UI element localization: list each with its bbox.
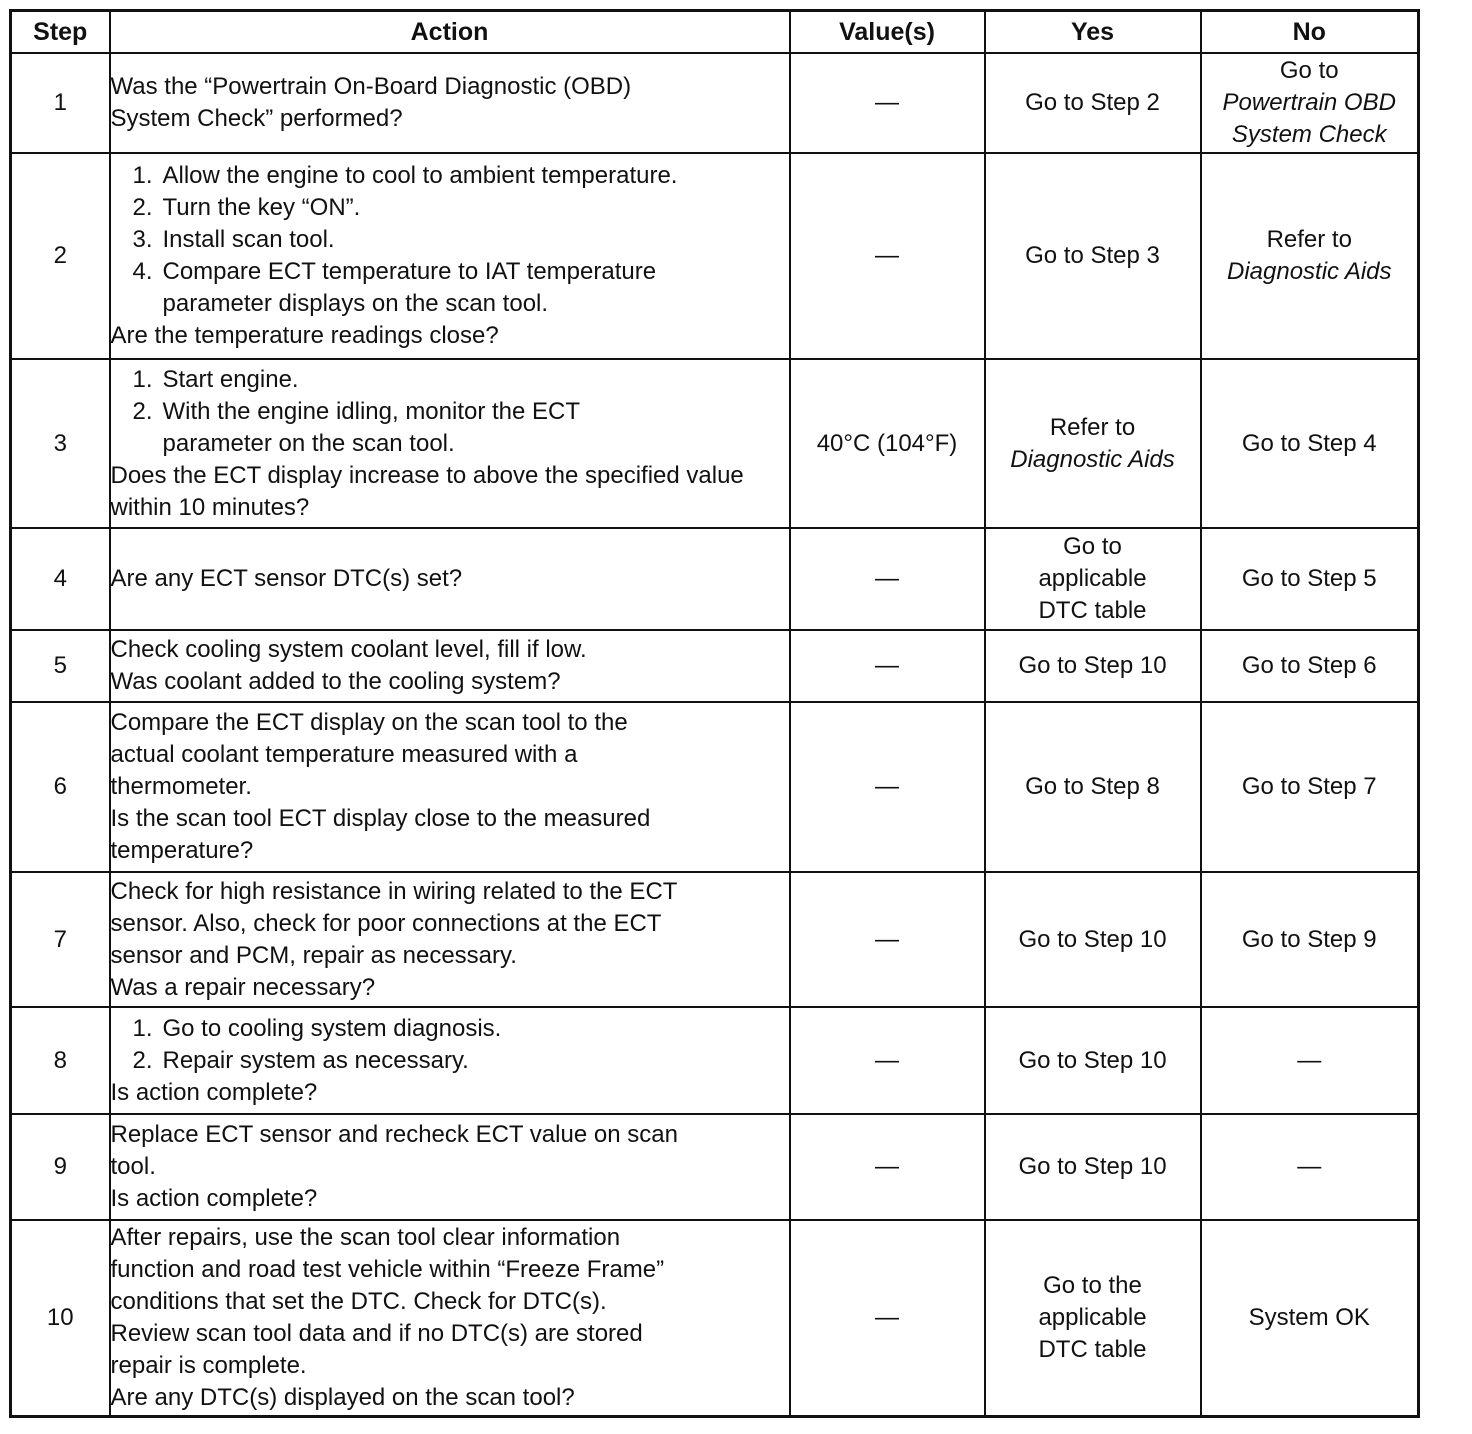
header-yes: Yes: [985, 11, 1201, 54]
no-line: Go to Step 7: [1241, 773, 1377, 800]
action-text-line: tool.: [110, 1153, 156, 1180]
table-row: [11, 53, 1419, 153]
yes-cell: [985, 53, 1201, 153]
action-text-line: function and road test vehicle within “Freeze Frame”: [110, 1255, 665, 1283]
no-cell: [1201, 630, 1419, 702]
step-number: 9: [11, 1114, 110, 1220]
action-text-line: Compare the ECT display on the scan tool to the: [110, 709, 628, 736]
table-row: [11, 1114, 1419, 1220]
action-step-item: [111, 192, 789, 224]
yes-cell: [985, 528, 1201, 630]
action-step-line: Start engine.: [162, 365, 299, 393]
action-cell: [110, 153, 790, 359]
step-number: 1: [11, 53, 110, 153]
action-text-line: temperature?: [110, 837, 254, 864]
action-text-line: After repairs, use the scan tool clear information: [110, 1223, 621, 1251]
action-text-line: Was coolant added to the cooling system?: [110, 668, 561, 695]
no-line: —: [1297, 1046, 1322, 1074]
value-cell: 40°C (104°F): [790, 359, 985, 528]
header-row: [11, 11, 1419, 54]
action-text-line: Review scan tool data and if no DTC(s) are stored: [110, 1319, 643, 1347]
action-step-number: 2.: [132, 194, 153, 221]
action-text-line: sensor. Also, check for poor connections at the ECT: [110, 909, 662, 937]
no-cell: [1201, 528, 1419, 630]
action-text-line: conditions that set the DTC. Check for DTC(s).: [110, 1287, 607, 1315]
action-step-item: [111, 364, 789, 396]
action-cell: [110, 53, 790, 153]
no-cell: [1201, 702, 1419, 872]
action-step-text: [163, 1045, 789, 1077]
value-cell: —: [790, 1114, 985, 1220]
action-cell: [110, 359, 790, 528]
action-question: Are the temperature readings close?: [110, 322, 499, 349]
yes-cell: [985, 1007, 1201, 1114]
no-cell: [1201, 53, 1419, 153]
no-cell: [1201, 359, 1419, 528]
action-cell: [110, 1114, 790, 1220]
action-text-line: System Check” performed?: [110, 105, 403, 132]
yes-cell: [985, 359, 1201, 528]
action-text-line: repair is complete.: [110, 1351, 307, 1379]
yes-cell: [985, 702, 1201, 872]
no-line: Go to: [1279, 57, 1339, 84]
value-cell: —: [790, 872, 985, 1007]
action-step-line: With the engine idling, monitor the ECT: [162, 397, 581, 425]
no-cell: [1201, 1220, 1419, 1416]
value-cell: —: [790, 630, 985, 702]
step-number: 6: [11, 702, 110, 872]
action-step-text: [163, 224, 789, 256]
no-line: Go to Step 9: [1241, 925, 1377, 953]
action-step-item: [111, 1013, 789, 1045]
action-step-number: 2.: [132, 1046, 153, 1074]
action-text-line: Was the “Powertrain On-Board Diagnostic (OBD): [110, 73, 632, 100]
no-line: Go to Step 4: [1241, 429, 1377, 457]
table-row: [11, 153, 1419, 359]
action-cell: [110, 1007, 790, 1114]
yes-cell: [985, 872, 1201, 1007]
action-step-line: Allow the engine to cool to ambient temperature.: [162, 162, 678, 189]
no-reference: Diagnostic Aids: [1226, 258, 1392, 285]
step-number: 5: [11, 630, 110, 702]
yes-line: Go to the: [1043, 1271, 1142, 1299]
action-step-line: Turn the key “ON”.: [162, 194, 361, 221]
action-cell: [110, 872, 790, 1007]
yes-cell: [985, 1220, 1201, 1416]
step-number: 7: [11, 872, 110, 1007]
action-step-text: [163, 396, 789, 460]
yes-line: Go to Step 10: [1018, 1046, 1167, 1074]
yes-line: DTC table: [1038, 1335, 1147, 1363]
value-cell: —: [790, 702, 985, 872]
action-cell: [110, 1220, 790, 1416]
action-step-line: parameter on the scan tool.: [162, 429, 455, 457]
action-text-line: Check for high resistance in wiring related to the ECT: [110, 877, 678, 905]
yes-line: Go to Step 3: [1025, 242, 1160, 269]
value-cell: —: [790, 153, 985, 359]
step-number: 3: [11, 359, 110, 528]
action-question: Does the ECT display increase to above the specified value within 10 minutes?: [110, 461, 744, 521]
action-text-line: Was a repair necessary?: [110, 973, 376, 1001]
action-step-text: [163, 256, 789, 320]
action-step-number: 4.: [132, 258, 153, 285]
action-step-text: [163, 1013, 789, 1045]
table-row: [11, 630, 1419, 702]
action-step-line: Compare ECT temperature to IAT temperature: [162, 258, 657, 285]
no-line: —: [1297, 1153, 1322, 1180]
header-values: Value(s): [790, 11, 985, 54]
no-cell: [1201, 872, 1419, 1007]
action-step-item: [111, 396, 789, 460]
action-cell: [110, 528, 790, 630]
table-row: [11, 1007, 1419, 1114]
action-step-number: 1.: [132, 162, 153, 189]
action-step-item: [111, 1045, 789, 1077]
action-step-line: Repair system as necessary.: [162, 1046, 469, 1074]
action-step-text: [163, 192, 789, 224]
no-cell: [1201, 1114, 1419, 1220]
yes-line: applicable: [1038, 565, 1147, 592]
table-row: [11, 359, 1419, 528]
value-cell: —: [790, 1007, 985, 1114]
no-line: System OK: [1248, 1303, 1370, 1331]
value-cell: —: [790, 528, 985, 630]
no-reference: System Check: [1231, 121, 1387, 148]
action-text-line: Is the scan tool ECT display close to the measured: [110, 805, 651, 832]
yes-line: Go to Step 8: [1025, 773, 1160, 800]
action-step-number: 2.: [132, 397, 153, 425]
action-text-line: sensor and PCM, repair as necessary.: [110, 941, 517, 969]
action-text-line: Are any ECT sensor DTC(s) set?: [110, 565, 463, 592]
step-number: 2: [11, 153, 110, 359]
yes-cell: [985, 630, 1201, 702]
no-line: Go to Step 6: [1241, 652, 1377, 679]
action-step-number: 1.: [132, 1014, 153, 1042]
action-cell: [110, 630, 790, 702]
yes-cell: [985, 1114, 1201, 1220]
action-text-line: Replace ECT sensor and recheck ECT value on scan: [110, 1121, 678, 1148]
action-text-line: thermometer.: [110, 773, 252, 800]
action-step-line: parameter displays on the scan tool.: [162, 290, 549, 317]
yes-line: applicable: [1038, 1303, 1147, 1331]
action-step-text: [163, 160, 789, 192]
action-step-item: [111, 256, 789, 320]
action-text-line: Check cooling system coolant level, fill if low.: [110, 636, 587, 663]
header-action: Action: [110, 11, 790, 54]
no-cell: [1201, 153, 1419, 359]
yes-line: Refer to: [1049, 413, 1136, 441]
value-cell: —: [790, 1220, 985, 1416]
diagnostic-table: [9, 9, 1420, 1418]
no-line: Go to Step 5: [1241, 565, 1377, 592]
yes-line: DTC table: [1038, 597, 1147, 624]
yes-line: Go to Step 10: [1018, 652, 1167, 679]
step-number: 10: [11, 1220, 110, 1416]
header-step: Step: [11, 11, 110, 54]
action-question: Is action complete?: [110, 1078, 318, 1106]
no-reference: Powertrain OBD: [1222, 89, 1396, 116]
value-cell: —: [790, 53, 985, 153]
table-row: [11, 702, 1419, 872]
header-no: No: [1201, 11, 1419, 54]
no-line: Refer to: [1266, 226, 1352, 253]
table-row: [11, 528, 1419, 630]
step-number: 8: [11, 1007, 110, 1114]
step-number: 4: [11, 528, 110, 630]
action-text-line: Are any DTC(s) displayed on the scan tool?: [110, 1383, 575, 1411]
action-step-item: [111, 224, 789, 256]
yes-line: Go to: [1063, 533, 1122, 560]
action-text-line: actual coolant temperature measured with a: [110, 741, 578, 768]
yes-line: Go to Step 10: [1018, 925, 1167, 953]
action-step-line: Go to cooling system diagnosis.: [162, 1014, 502, 1042]
yes-line: Go to Step 2: [1025, 89, 1160, 116]
action-step-number: 3.: [132, 226, 153, 253]
action-step-number: 1.: [132, 365, 153, 393]
no-cell: [1201, 1007, 1419, 1114]
yes-line: Go to Step 10: [1018, 1153, 1167, 1180]
table-row: [11, 872, 1419, 1007]
yes-cell: [985, 153, 1201, 359]
action-text-line: Is action complete?: [110, 1185, 318, 1212]
action-step-line: Install scan tool.: [162, 226, 335, 253]
yes-reference: Diagnostic Aids: [1010, 445, 1175, 473]
table-row: [11, 1220, 1419, 1416]
action-step-item: [111, 160, 789, 192]
action-cell: [110, 702, 790, 872]
action-step-text: [163, 364, 789, 396]
